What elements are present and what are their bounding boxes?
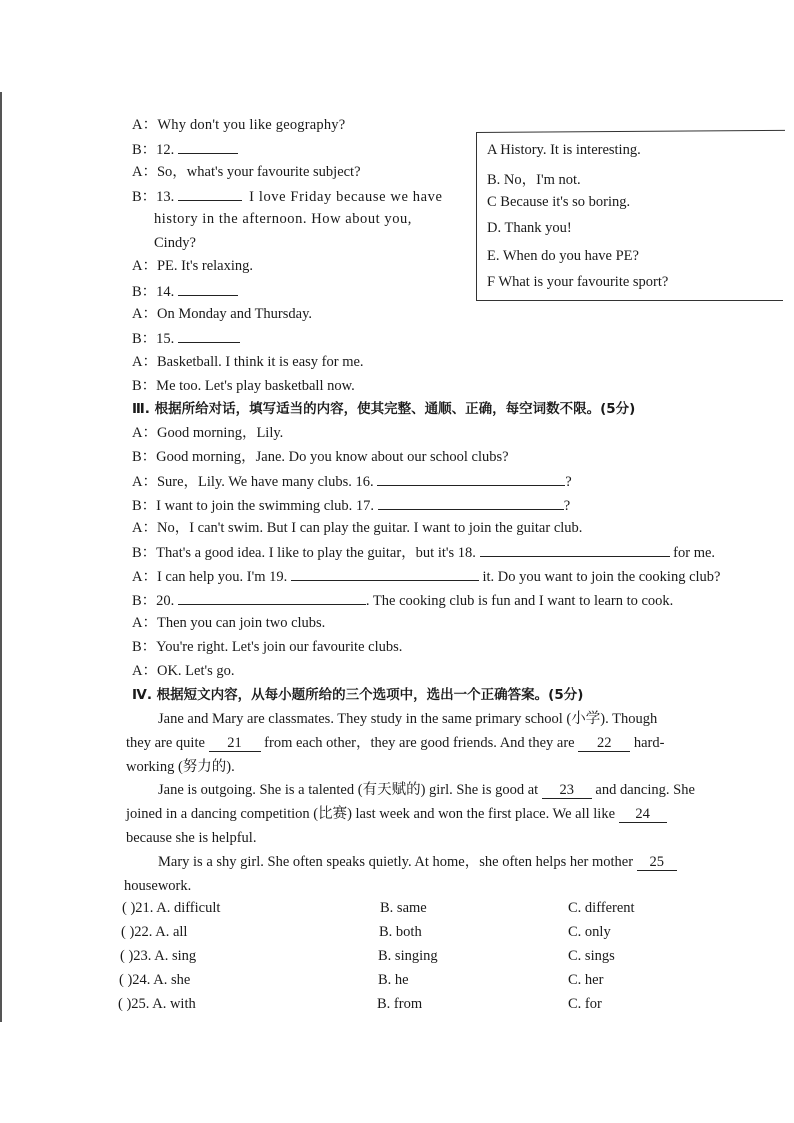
q12-label: B：12. (132, 142, 175, 158)
s3-line-8 (132, 590, 673, 611)
mc-q25-option-c: C. for (568, 996, 602, 1012)
s3-line-7 (132, 566, 721, 587)
dialogue-line-7: A：PE. It's relaxing. (132, 258, 254, 274)
answer-blank-13[interactable] (178, 186, 242, 201)
s3-line-9: A：Then you can join two clubs. (132, 615, 326, 631)
passage-p3-line1 (158, 852, 677, 872)
dialogue-line-6: Cindy? (154, 235, 196, 251)
q19-label: A：I can help you. I'm 19. (132, 569, 288, 585)
passage-p1-line1: Jane and Mary are classmates. They study in the same primary school (小学). Though (158, 711, 658, 727)
q19-tail: it. Do you want to join the cooking club? (482, 569, 721, 585)
dialogue-line-9: A：On Monday and Thursday. (132, 306, 313, 322)
q16-mark: ? (565, 474, 572, 490)
section-3-heading: Ⅲ. 根据所给对话，填写适当的内容，使其完整、通顺、正确，每空词数不限。(5分) (132, 401, 636, 417)
answer-blank-16[interactable] (377, 471, 565, 486)
option-c: C Because it's so boring. (487, 194, 631, 210)
mc-q21-option-b: B. same (380, 900, 427, 916)
q17-mark: ? (563, 498, 571, 514)
mc-q24-option-c: C. her (568, 972, 604, 988)
mc-q21-option-c: C. different (568, 900, 635, 916)
options-box-top-border (477, 130, 785, 133)
option-e: E. When do you have PE? (487, 248, 639, 264)
p3-text-a: Mary is a shy girl. She often speaks quietly. At home，she often helps her mother (158, 854, 634, 870)
dialogue-line-5: history in the afternoon. How about you, (154, 211, 412, 227)
mc-q25[interactable]: ( )25. A. with (118, 996, 196, 1012)
mc-q25-option-b: B. from (377, 996, 423, 1012)
mc-q22[interactable]: ( )22. A. all (121, 924, 188, 940)
p1-text-b: from each other，they are good friends. And they are (264, 735, 575, 751)
dialogue-line-4 (132, 186, 443, 207)
p2-text-b: and dancing. She (595, 782, 695, 798)
dialogue-line-10 (132, 328, 240, 349)
q18-tail: for me. (673, 545, 716, 561)
answer-blank-20[interactable] (178, 590, 366, 605)
s3-line-11: A：OK. Let's go. (132, 663, 235, 679)
q14-label: B：14. (132, 284, 175, 300)
option-a: A History. It is interesting. (487, 142, 641, 158)
blank-21[interactable]: 21 (209, 735, 261, 752)
p2-text-a: Jane is outgoing. She is a talented (有天赋的) girl. She is good at (158, 782, 539, 798)
p1-text-a: they are quite (126, 735, 205, 751)
s3-line-6 (132, 542, 715, 563)
q20-tail: . The cooking club is fun and I want to learn to cook. (365, 593, 674, 609)
s3-line-1: A：Good morning，Lily. (132, 425, 284, 441)
q17-label: B：I want to join the swimming club. 17. (132, 498, 375, 514)
mc-q22-option-b: B. both (379, 924, 422, 940)
dialogue-line-3: A：So，what's your favourite subject? (132, 164, 361, 180)
mc-q24[interactable]: ( )24. A. she (119, 972, 191, 988)
passage-p2-line2 (126, 804, 667, 824)
option-f: F What is your favourite sport? (487, 274, 669, 290)
answer-blank-19[interactable] (291, 566, 479, 581)
option-b: B. No，I'm not. (487, 172, 581, 188)
mc-q22-option-c: C. only (568, 924, 611, 940)
q16-label: A：Sure，Lily. We have many clubs. 16. (132, 474, 374, 490)
blank-22[interactable]: 22 (578, 735, 630, 752)
answer-blank-18[interactable] (480, 542, 670, 557)
s3-line-2: B：Good morning，Jane. Do you know about our school clubs? (132, 449, 509, 465)
mc-q23[interactable]: ( )23. A. sing (120, 948, 197, 964)
q18-label: B：That's a good idea. I like to play the guitar，but it's 18. (132, 545, 476, 561)
q20-label: B：20. (132, 593, 175, 609)
mc-q21[interactable]: ( )21. A. difficult (122, 900, 221, 916)
s3-line-3 (132, 471, 572, 492)
options-box (476, 132, 783, 301)
p2-text-c: joined in a dancing competition (比赛) last week and won the first place. We all like (126, 806, 616, 822)
passage-p1-line3: working (努力的). (126, 759, 235, 775)
dialogue-line-2 (132, 139, 238, 160)
passage-p1-line2 (126, 733, 664, 753)
passage-p2-line1 (158, 780, 695, 800)
blank-23[interactable]: 23 (542, 782, 592, 799)
dialogue-line-12: B：Me too. Let's play basketball now. (132, 378, 355, 394)
answer-blank-14[interactable] (178, 281, 238, 296)
mc-q23-option-b: B. singing (378, 948, 438, 964)
p1-text-c: hard- (633, 735, 665, 751)
q13-text: I love Friday because we have (249, 189, 443, 205)
s3-line-5: A：No，I can't swim. But I can play the guitar. I want to join the guitar club. (132, 520, 583, 536)
answer-blank-17[interactable] (378, 495, 564, 510)
q15-label: B：15. (132, 331, 175, 347)
s3-line-10: B：You're right. Let's join our favourite clubs. (132, 639, 403, 655)
passage-p3-line2: housework. (124, 878, 192, 894)
mc-q24-option-b: B. he (378, 972, 409, 988)
answer-blank-15[interactable] (178, 328, 240, 343)
answer-blank-12[interactable] (178, 139, 238, 154)
dialogue-line-1: A：Why don't you like geography? (132, 117, 346, 133)
dialogue-line-8 (132, 281, 238, 302)
section-4-heading: Ⅳ. 根据短文内容，从每小题所给的三个选项中，选出一个正确答案。(5分) (132, 687, 584, 703)
option-d: D. Thank you! (487, 220, 572, 236)
page-left-border (0, 92, 2, 1022)
dialogue-line-11: A：Basketball. I think it is easy for me. (132, 354, 364, 370)
blank-25[interactable]: 25 (637, 854, 677, 871)
passage-p2-line3: because she is helpful. (126, 830, 257, 846)
s3-line-4 (132, 495, 570, 516)
q13-label: B：13. (132, 189, 175, 205)
blank-24[interactable]: 24 (619, 806, 667, 823)
mc-q23-option-c: C. sings (568, 948, 615, 964)
